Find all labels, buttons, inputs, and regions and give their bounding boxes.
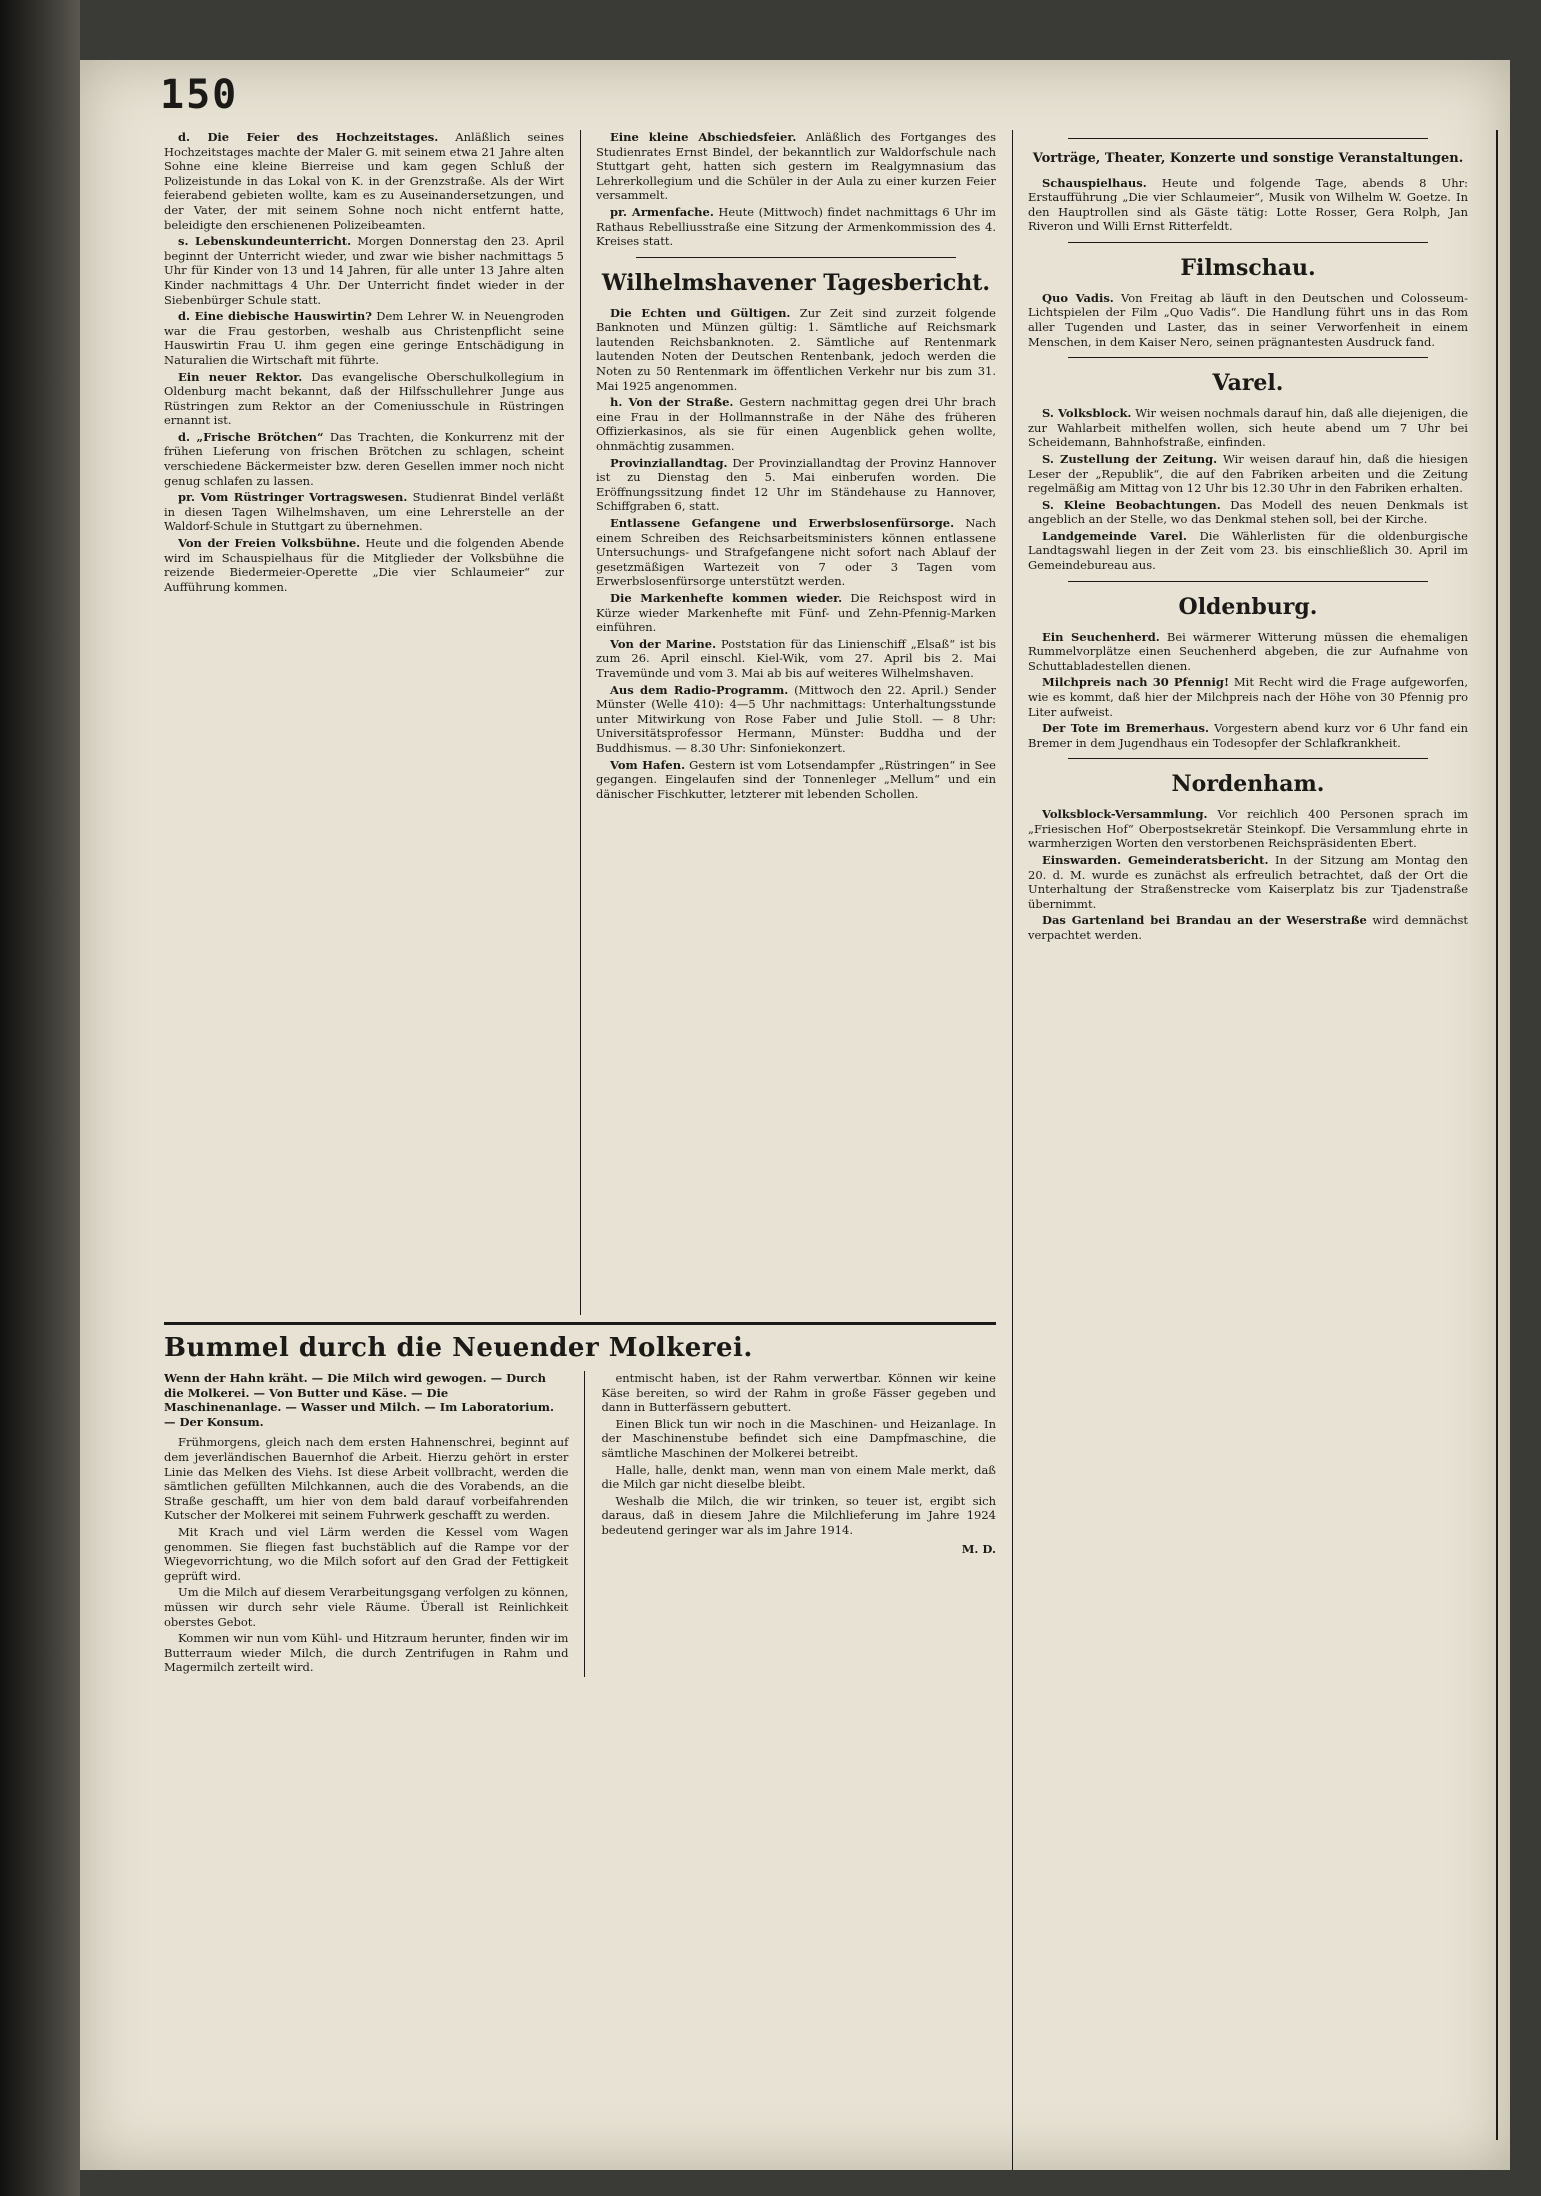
article-text: Von Freitag ab läuft in den Deutschen und Colosseum-Lichtspielen der Film „Quo Vadis“. Die Handlung führt uns in das Rom aller Tugenden und Laster, das in seiner Verworfenheit in einem Menschen, in dem Kaiser Nero, seinen prägnantesten Ausdruck fand. (1028, 290, 1468, 349)
article-paragraph (596, 516, 996, 589)
article-paragraph (596, 683, 996, 756)
section-rule (1068, 758, 1428, 759)
article-lead: Einswarden. Gemeinderatsbericht. (1042, 853, 1269, 868)
article-text: Das evangelische Oberschulkollegium in Oldenburg macht bekannt, daß der Hilfsschullehrer Junge aus Rüstringen zum Rektor an der Comeniusschule in Rüstringen ernannt ist. (164, 369, 564, 428)
article-paragraph (164, 234, 564, 307)
article-paragraph (1028, 675, 1468, 719)
article-lead: Provinziallandtag. (610, 455, 728, 470)
article-lead: Volksblock-Versammlung. (1042, 807, 1208, 822)
feature-paragraph: Einen Blick tun wir noch in die Maschinen- und Heizanlage. In der Maschinenstube befindet sich eine Dampfmaschine, die sämtliche Maschinen der Molkerei betreibt. (601, 1416, 996, 1460)
article-lead: Landgemeinde Varel. (1042, 528, 1187, 543)
article-paragraph (596, 205, 996, 249)
article-text: Anläßlich seines Hochzeitstages machte der Maler G. mit seinem etwa 21 Jahre alten Sohne eine kleine Bierreise und kam gegen Schluß der Polizeistunde in das Lokal von K. in der Grenzstraße. Als der Wirt feierabend gebieten wollte, kam es zu Auseinandersetzungen, und der Vater, der mit seinem Sohne noch nicht entfernt hatte, beleidigte den erschienenen Polizeibeamten. (164, 130, 564, 232)
column-1 (164, 130, 564, 1315)
article-paragraph (164, 490, 564, 534)
article-text: Nach einem Schreiben des Reichsarbeitsministers können entlassene Untersuchungs- und Strafgefangene nicht sofort nach Ablauf der gesetzmäßigen Wartezeit von 7 oder 3 Tagen vom Erwerbslosenfürsorge unterstützt werden. (596, 516, 996, 589)
article-lead: pr. Armenfache. (610, 204, 714, 219)
article-lead: Die Markenhefte kommen wieder. (610, 590, 843, 605)
article-lead: Milchpreis nach 30 Pfennig! (1042, 675, 1229, 690)
article-text: Vor reichlich 400 Personen sprach im „Friesischen Hof“ Oberpostsekretär Steinkopf. Die Versammlung ehrte in warmherzigen Worten den verstorbenen Reichspräsidenten Ebert. (1028, 807, 1468, 851)
section-rule (1068, 138, 1428, 139)
article-text: Heute und folgende Tage, abends 8 Uhr: Erstaufführung „Die vier Schlaumeier“, Musik von Wilhelm W. Goetze. In den Hauptrollen sind als Gäste tätig: Lotte Rosser, Gera Rolph, Jan Riveron und Willi Ernst Ritterfeldt. (1028, 175, 1468, 234)
article-lead: d. „Frische Brötchen“ (178, 429, 324, 444)
section-heading: Oldenburg. (1178, 593, 1318, 620)
feature-signature: M. D. (961, 1541, 996, 1556)
article-text: Bei wärmerer Witterung müssen die ehemaligen Rummelvorplätze einen Seuchenherd abgeben, die zur Aufnahme von Schuttabladestellen dienen. (1028, 629, 1468, 673)
article-lead: d. Eine diebische Hauswirtin? (178, 309, 373, 324)
column-divider-2 (1012, 130, 1013, 2170)
article-lead: Aus dem Radio-Programm. (610, 682, 789, 697)
article-lead: Eine kleine Abschiedsfeier. (610, 130, 797, 144)
article-paragraph (596, 758, 996, 802)
article-text: Das Trachten, die Konkurrenz mit der frühen Lieferung von frischen Brötchen zu schlagen, scheint verschiedene Bäckermeister bzw. deren Gesellen immer noch nicht genug schlafen zu lassen. (164, 429, 564, 488)
article-paragraph (596, 637, 996, 681)
article-paragraph (1028, 176, 1468, 234)
book-binding (0, 0, 80, 2196)
article-text: Das Modell des neuen Denkmals ist angeblich an der Stelle, wo das Denkmal stehen soll, bei der Kirche. (1028, 497, 1468, 527)
article-text: In der Sitzung am Montag den 20. d. M. wurde es zunächst als erfreulich betrachtet, daß der Ort die Unterhaltung der Straßenstrecke vom Kaiserplatz bis zur Tjadenstraße übernimmt. (1028, 853, 1468, 911)
article-paragraph (1028, 807, 1468, 851)
article-text: (Mittwoch den 22. April.) Sender Münster (Welle 410): 4—5 Uhr nachmittags: Unterhaltungsstunde unter Mitwirkung von Rose Faber und Julie Stoll. — 8 Uhr: Universitätsprofessor Hermann, Münster: Buddha und der Buddhismus. — 8.30 Uhr: Sinfoniekonzert. (596, 682, 996, 755)
feature-title: Bummel durch die Neuender Molkerei. (164, 1333, 753, 1363)
article-lead: Die Echten und Gültigen. (610, 305, 791, 320)
article-paragraph (1028, 498, 1468, 527)
feature-subtitle: Wenn der Hahn kräht. — Die Milch wird gewogen. — Durch die Molkerei. — Von Butter und Käse. — Die Maschinenanlage. — Wasser und Milch. — Im Laboratorium. — Der Konsum. (164, 1371, 554, 1429)
feature-top-rule (164, 1322, 996, 1325)
article-lead: Entlassene Gefangene und Erwerbslosenfürsorge. (610, 516, 955, 530)
article-paragraph (164, 130, 564, 232)
article-paragraph (596, 130, 996, 203)
article-paragraph (1028, 630, 1468, 674)
column-2 (596, 130, 996, 1315)
feature-paragraph: Halle, halle, denkt man, wenn man von einem Male merkt, daß die Milch gar nicht dieselbe bleibt. (601, 1462, 996, 1492)
article-paragraph (1028, 406, 1468, 450)
article-text: Die Reichspost wird in Kürze wieder Markenhefte mit Fünf- und Zehn-Pfennig-Marken einführen. (596, 590, 996, 635)
article-paragraph (1028, 853, 1468, 911)
feature-divider (584, 1371, 585, 1677)
article-lead: Schauspielhaus. (1042, 175, 1147, 190)
section-heading: Filmschau. (1180, 254, 1316, 281)
article-text: Poststation für das Linienschiff „Elsaß“ ist bis zum 26. April einschl. Kiel-Wik, vom 27. April bis 2. Mai Travemünde und vom 3. Mai ab bis auf weiteres Wilhelmshaven. (596, 636, 996, 680)
article-lead: S. Kleine Beobachtungen. (1042, 497, 1221, 512)
feature-article (164, 1332, 996, 2162)
feature-paragraph: Kommen wir nun vom Kühl- und Hitzraum herunter, finden wir im Butterraum wieder Milch, die durch Zentrifugen in Rahm und Magermilch zerteilt wird. (164, 1631, 569, 1675)
article-paragraph (596, 591, 996, 635)
article-paragraph (1028, 529, 1468, 573)
article-paragraph (164, 536, 564, 594)
feature-paragraph: entmischt haben, ist der Rahm verwertbar. Können wir keine Käse bereiten, so wird der Rahm in große Fässer gegeben und dann in Butterfässern gebuttert. (601, 1371, 996, 1415)
article-paragraph (1028, 291, 1468, 349)
article-text: Vorgestern abend kurz vor 6 Uhr fand ein Bremer in dem Jugendhaus ein Todesopfer der Schlafkrankheit. (1028, 721, 1468, 750)
section-rule (1068, 242, 1428, 243)
article-text: wird demnächst verpachtet werden. (1028, 913, 1468, 943)
article-text: Zur Zeit sind zurzeit folgende Banknoten und Münzen gültig: 1. Sämtliche auf Reichsmark lautenden Reichsbanknoten. 2. Sämtliche auf Rentenmark lautenden Noten der Deutschen Rentenbank, jedoch werden die Noten zu 50 Rentenmark im öffentlichen Verkehr nur bis zum 31. Mai 1925 angenommen. (596, 305, 996, 393)
article-lead: Ein neuer Rektor. (178, 369, 303, 384)
article-text: Anläßlich des Fortganges des Studienrates Ernst Bindel, der bekanntlich zur Waldorfschule nach Stuttgart geht, hatten sich gestern im Realgymnasium das Lehrerkollegium und die Schüler in der Aula zu einer kurzen Feier versammelt. (596, 130, 996, 203)
column-rule-right (1490, 130, 1498, 2140)
article-text: Heute (Mittwoch) findet nachmittags 6 Uhr im Rathaus Rebelliusstraße eine Sitzung der Armenkommission des 4. Kreises statt. (596, 204, 996, 249)
article-text: Mit Recht wird die Frage aufgeworfen, wie es kommt, daß hier der Milchpreis nach der Höhe von 30 Pfennig pro Liter aufweist. (1028, 675, 1468, 719)
article-paragraph (596, 456, 996, 514)
article-paragraph (1028, 913, 1468, 942)
article-text: Morgen Donnerstag den 23. April beginnt der Unterricht wieder, und zwar wie bisher nachmittags 5 Uhr für Kinder von 13 und 14 Jahren, für alle unter 13 Jahre alten Kinder nachmittags 4 Uhr. Der Unterricht findet wieder in der Siebenbürger Schule statt. (164, 234, 564, 307)
article-text: Wir weisen nochmals darauf hin, daß alle diejenigen, die zur Wahlarbeit mithelfen wollen, sich heute abend um 7 Uhr bei Scheidemann, Bahnhofstraße, einfinden. (1028, 406, 1468, 450)
section-rule (636, 257, 956, 258)
feature-paragraph: Mit Krach und viel Lärm werden die Kessel vom Wagen genommen. Sie fliegen fast buchstäblich auf die Rampe vor der Wiegevorrichtung, wo die Milch sofort auf den Grad der Fettigkeit geprüft wird. (164, 1524, 569, 1583)
feature-right-column (601, 1371, 996, 1677)
article-text: Der Provinziallandtag der Provinz Hannover ist zu Dienstag den 5. Mai einberufen worden. Die Eröffnungssitzung findet 12 Uhr im Ständehause zu Hannover, Schiffgraben 6, statt. (596, 455, 996, 514)
section-heading: Vorträge, Theater, Konzerte und sonstige Veranstaltungen. (1032, 151, 1464, 166)
feature-paragraph: Frühmorgens, gleich nach dem ersten Hahnenschrei, beginnt auf dem jeverländischen Bauernhof die Arbeit. Hierzu gehört in erster Linie das Melken des Viehs. Ist diese Arbeit vollbracht, werden die sämtlichen gefüllten Milchkannen, auch die des Vorabends, an die Straße geschafft, um hier von dem bald darauf vorbeifahrenden Kutscher der Molkerei mit seinem Fuhrwerk geschafft zu werden. (164, 1435, 569, 1523)
article-paragraph (596, 306, 996, 394)
article-text: Dem Lehrer W. in Neuengroden war die Frau gestorben, weshalb aus Christenpflicht seine Hauswirtin Frau U. ihm gegen eine geringe Entschädigung in Naturalien die Wirtschaft mit führte. (164, 309, 564, 367)
article-paragraph (164, 309, 564, 367)
page-number: 150 (160, 72, 239, 118)
feature-paragraph: Weshalb die Milch, die wir trinken, so teuer ist, ergibt sich daraus, daß in diesem Jahre die Milchlieferung im Jahre 1924 bedeutend geringer war als im Jahre 1914. (601, 1493, 996, 1537)
section-rule (1068, 581, 1428, 582)
article-lead: Von der Marine. (610, 636, 717, 651)
feature-paragraph: Um die Milch auf diesem Verarbeitungsgang verfolgen zu können, müssen wir durch sehr viele Räume. Überall ist Reinlichkeit oberstes Gebot. (164, 1585, 569, 1629)
column-divider-1 (580, 130, 581, 1315)
section-heading: Varel. (1212, 370, 1284, 397)
article-text: Gestern nachmittag gegen drei Uhr brach eine Frau in der Hollmannstraße in der Nähe des früheren Offizierkasinos, als sie für einen Augenblick gehen wollte, ohnmächtig zusammen. (596, 395, 996, 454)
article-paragraph (164, 430, 564, 488)
article-text: Gestern ist vom Lotsendampfer „Rüstringen“ in See gegangen. Eingelaufen sind der Tonnenleger „Mellum“ und ein dänischer Fischkutter, letzterer mit lebenden Schollen. (596, 757, 996, 801)
article-paragraph (1028, 452, 1468, 496)
section-heading: Nordenham. (1171, 771, 1325, 798)
article-text: Die Wählerlisten für die oldenburgische Landtagswahl liegen in der Zeit vom 23. bis einschließlich 30. April im Gemeindebureau aus. (1028, 528, 1468, 573)
article-lead: Das Gartenland bei Brandau an der Weserstraße (1042, 913, 1367, 928)
section-rule (1068, 357, 1428, 358)
section-heading: Wilhelmshavener Tagesbericht. (601, 269, 991, 296)
feature-left-column (164, 1371, 568, 1677)
article-text: Studienrat Bindel verläßt in diesen Tagen Wilhelmshaven, um eine Lehrerstelle an der Waldorf-Schule in Stuttgart zu übernehmen. (164, 490, 564, 534)
article-lead: Vom Hafen. (610, 757, 686, 772)
article-lead: Der Tote im Bremerhaus. (1042, 721, 1209, 736)
article-lead: pr. Vom Rüstringer Vortragswesen. (178, 490, 408, 505)
article-text: Heute und die folgenden Abende wird im Schauspielhaus für die Mitglieder der Volksbühne die reizende Biedermeier-Operette „Die vier Schlaumeier“ zur Aufführung kommen. (164, 536, 564, 594)
article-paragraph (596, 395, 996, 453)
article-lead: S. Volksblock. (1042, 406, 1132, 421)
article-lead: Von der Freien Volksbühne. (178, 536, 361, 551)
article-lead: h. Von der Straße. (610, 395, 734, 410)
article-lead: S. Zustellung der Zeitung. (1042, 451, 1218, 466)
newspaper-page (80, 60, 1510, 2170)
article-lead: Quo Vadis. (1042, 290, 1114, 305)
column-3 (1028, 130, 1468, 2170)
article-lead: d. Die Feier des Hochzeitstages. (178, 130, 439, 144)
article-text: Wir weisen darauf hin, daß die hiesigen Leser der „Republik“, die auf den Fabriken arbeiten und die Zeitung regelmäßig am Mittag von 12 Uhr bis 12.30 Uhr in den Fabriken erhalten. (1028, 451, 1468, 496)
article-lead: Ein Seuchenherd. (1042, 629, 1160, 644)
article-paragraph (164, 370, 564, 428)
article-lead: s. Lebenskundeunterricht. (178, 234, 352, 249)
article-paragraph (1028, 721, 1468, 750)
